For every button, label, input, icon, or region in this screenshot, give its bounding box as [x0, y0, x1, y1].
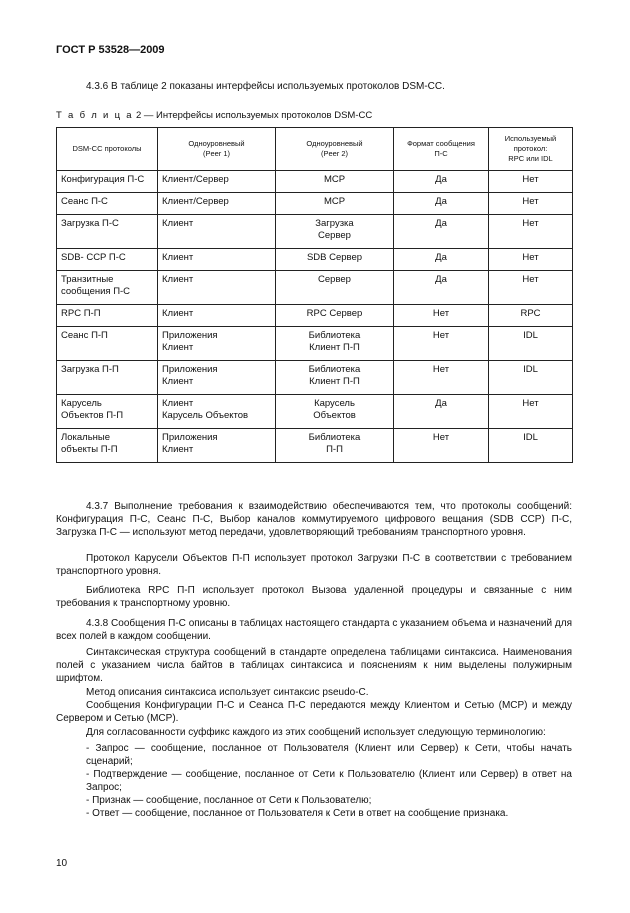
- table-cell: Загрузка П-С: [57, 215, 158, 249]
- table-cell: Карусель Объектов П-П: [57, 395, 158, 429]
- table-cell: Сеанс П-П: [57, 327, 158, 361]
- table-cell: Приложения Клиент: [158, 327, 276, 361]
- table-cell: Локальные объекты П-П: [57, 429, 158, 463]
- protocols-table: [56, 127, 573, 463]
- body-paragraph: - Признак — сообщение, посланное от Сети к Пользователю;: [86, 795, 372, 806]
- table-header-row: [57, 128, 573, 171]
- table-cell: Да: [394, 171, 489, 193]
- table-cell: Карусель Объектов: [276, 395, 394, 429]
- table-cell: IDL: [489, 327, 573, 361]
- table-cell: Библиотека Клиент П-П: [276, 327, 394, 361]
- body-paragraph: Сообщения Конфигурации П-С и Сеанса П-С передаются между Клиентом и Сетью (МСР) и между Сервером и Сетью (МСР).: [56, 700, 572, 724]
- body-paragraph: 4.3.8 Сообщения П-С описаны в таблицах настоящего стандарта с указанием объема и назначений для всех полей в каждом сообщении.: [56, 618, 572, 642]
- table-cell: МСР: [276, 171, 394, 193]
- table-cell: Приложения Клиент: [158, 429, 276, 463]
- table-caption-prefix: Т а б л и ц а: [56, 110, 134, 121]
- header-message-format: Формат сообщения П-С: [394, 128, 489, 171]
- table-cell: Да: [394, 193, 489, 215]
- page-number: 10: [56, 858, 68, 869]
- table-row: [57, 327, 573, 361]
- table-row: [57, 395, 573, 429]
- table-cell: Библиотека Клиент П-П: [276, 361, 394, 395]
- table-cell: Нет: [489, 171, 573, 193]
- table-cell: Клиент: [158, 215, 276, 249]
- header-rpc-idl: Используемый протокол: RPC или IDL: [489, 128, 573, 171]
- table-cell: SDB- CCP П-С: [57, 249, 158, 271]
- table-cell: Да: [394, 395, 489, 429]
- table-cell: Клиент: [158, 249, 276, 271]
- table-cell: Нет: [489, 193, 573, 215]
- body-paragraph: Библиотека RPC П-П использует протокол Вызова удаленной процедуры и связанные с ним требования к транспортному уровню.: [56, 585, 572, 609]
- body-paragraph: - Ответ — сообщение, посланное от Пользователя к Сети в ответ на сообщение признака.: [86, 808, 509, 819]
- table-cell: SDB Сервер: [276, 249, 394, 271]
- table-cell: Клиент/Сервер: [158, 171, 276, 193]
- body-paragraph: 4.3.7 Выполнение требования к взаимодействию обеспечиваются тем, что протоколы сообщений: Конфигурация П-С, Сеанс П-С, Выбор каналов коммутируемого цифрового вещания (SDB CCP) П-С, Загрузка П-С — используют метод передачи, удовлетворяющий требованиям транспортного уровня.: [56, 501, 572, 538]
- table-cell: RPC П-П: [57, 305, 158, 327]
- table-cell: Конфигурация П-С: [57, 171, 158, 193]
- body-paragraph: - Подтверждение — сообщение, посланное от Сети к Пользователю (Клиент или Сервер) в ответ на Запрос;: [86, 769, 572, 793]
- table-cell: Нет: [489, 215, 573, 249]
- table-cell: IDL: [489, 429, 573, 463]
- table-row: [57, 271, 573, 305]
- table-cell: Сервер: [276, 271, 394, 305]
- header-protocols: DSM-CC протоколы: [57, 128, 158, 171]
- table-cell: IDL: [489, 361, 573, 395]
- table-caption: [56, 110, 372, 121]
- table-cell: Да: [394, 215, 489, 249]
- table-cell: Клиент: [158, 271, 276, 305]
- table-cell: Клиент Карусель Объектов: [158, 395, 276, 429]
- intro-paragraph: 4.3.6 В таблице 2 показаны интерфейсы используемых протоколов DSM-CC.: [86, 81, 445, 92]
- body-paragraph: Метод описания синтаксиса использует синтаксис pseudo-C.: [86, 687, 369, 698]
- table-row: [57, 305, 573, 327]
- table-row: [57, 361, 573, 395]
- table-cell: Транзитные сообщения П-С: [57, 271, 158, 305]
- table-cell: Библиотека П-П: [276, 429, 394, 463]
- table-cell: МСР: [276, 193, 394, 215]
- table-cell: Нет: [394, 361, 489, 395]
- table-cell: Загрузка П-П: [57, 361, 158, 395]
- table-cell: Да: [394, 249, 489, 271]
- body-paragraph: Для согласованности суффикс каждого из этих сообщений использует следующую терминологию:: [86, 727, 546, 738]
- table-cell: Да: [394, 271, 489, 305]
- table-cell: Сеанс П-С: [57, 193, 158, 215]
- header-peer1: Одноуровневый (Peer 1): [158, 128, 276, 171]
- table-row: [57, 193, 573, 215]
- body-paragraph: Синтаксическая структура сообщений в стандарте определена таблицами синтаксиса. Наименования полей с указанием числа байтов в таблицах синтаксиса и пояснениям к ним выделены полужирным шрифтом.: [56, 647, 572, 684]
- table-row: [57, 249, 573, 271]
- table-cell: Нет: [489, 249, 573, 271]
- table-cell: Нет: [489, 395, 573, 429]
- table-cell: Клиент: [158, 305, 276, 327]
- table-cell: Приложения Клиент: [158, 361, 276, 395]
- table-cell: RPC: [489, 305, 573, 327]
- table-cell: Нет: [394, 429, 489, 463]
- document-header: ГОСТ Р 53528—2009: [56, 44, 165, 56]
- table-row: [57, 215, 573, 249]
- body-paragraph: Протокол Карусели Объектов П-П использует протокол Загрузки П-С в соответствии с требованием транспортного уровня.: [56, 553, 572, 577]
- table-cell: Загрузка Сервер: [276, 215, 394, 249]
- table-cell: Клиент/Сервер: [158, 193, 276, 215]
- table-cell: Нет: [394, 327, 489, 361]
- table-cell: Нет: [394, 305, 489, 327]
- table-cell: Нет: [489, 271, 573, 305]
- table-cell: RPC Сервер: [276, 305, 394, 327]
- table-row: [57, 171, 573, 193]
- header-peer2: Одноуровневый (Peer 2): [276, 128, 394, 171]
- table-row: [57, 429, 573, 463]
- table-caption-title: 2 — Интерфейсы используемых протоколов DSM-CC: [133, 110, 373, 121]
- body-paragraph: - Запрос — сообщение, посланное от Пользователя (Клиент или Сервер) к Сети, чтобы начать сценарий;: [86, 743, 572, 767]
